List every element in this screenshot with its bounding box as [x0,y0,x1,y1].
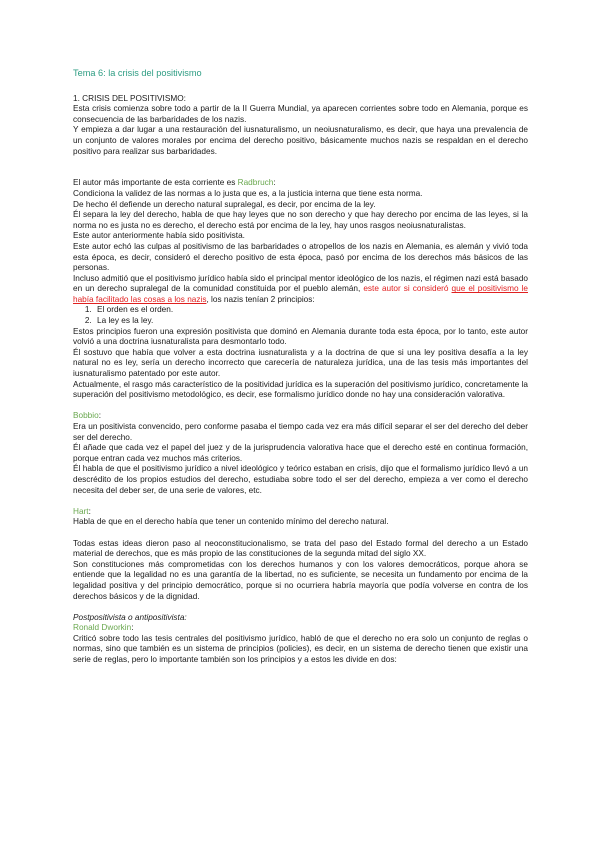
paragraph [73,411,528,422]
section-hart [73,507,528,528]
text-run: : [88,506,91,516]
paragraph [73,274,528,306]
paragraph: Todas estas ideas dieron paso al neoconstitucionalismo, se trata del paso del Estado formal del derecho a un Estado material de derechos, que es más propio de las constituciones de la segunda mitad del siglo XX. [73,538,528,559]
paragraph: Él sostuvo que había que volver a esta doctrina iusnaturalista y a la doctrina de que si una ley positiva desafía a la ley natural no es ley, sería un derecho incorrecto que carecería de naturaleza jurídica, una de las tesis más importantes del iusnaturalismo patentado por este autor. [73,347,528,379]
paragraph: Estos principios fueron una expresión positivista que dominó en Alemania durante toda esta época, por lo tanto, este autor volvió a una doctrina iusnaturalista para desmontarlo todo. [73,326,528,347]
paragraph: Esta crisis comienza sobre todo a partir de la II Guerra Mundial, ya aparecen corrientes sobre todo en Alemania, porque es consecuencia de las barbaridades de los nazis. [73,104,528,124]
highlighted-text: este autor si consideró [363,284,452,294]
text-run: Incluso admitió que el positivismo jurídico había sido el principal mentor ideológico de los nazis, el régimen nazi está basado en un derecho supralegal de la comunidad constituida por el pueblo alemán, [73,273,528,294]
author-name-radbruch: Radbruch [237,178,274,188]
paragraph [73,507,528,518]
text-run: El autor más importante de esta corriente es [73,178,238,188]
highlighted-underlined-text: que el positivismo le había facilitado las cosas a los nazis [73,284,528,304]
paragraph: Era un positivista convencido, pero conforme pasaba el tiempo cada vez era más difícil separar el ser del derecho del deber ser del derecho. [73,422,528,442]
paragraph: Este autor anteriormente había sido positivista. [73,231,245,241]
section-heading: Postpositivista o antipositivista: [73,612,187,622]
paragraph: De hecho él defiende un derecho natural supralegal, es decir, por encima de la ley. [73,199,376,209]
section-postpositivista [73,613,528,666]
text-run: : [131,623,134,633]
paragraph: Son constituciones más comprometidas con los derechos humanos y con los valores democráticos, porque ahora se entiende que la legalidad no es una garantía de la libertad, no es suficiente, se necesita un fundamento por encima de la legalidad positiva y del principio democrático, porque si no ocurriera habría mayoría que podía volverse en contra de los derechos básicos y de la dignidad. [73,559,528,601]
list-item: 1. El orden es el orden. [94,305,528,316]
author-name-dworkin: Ronald Dworkin [73,623,132,633]
paragraph: Criticó sobre todo las tesis centrales del positivismo jurídico, habló de que el derecho no era solo un conjunto de reglas o normas, sino que también es un sistema de principios (policies), es decir, en un sistema de derecho tienen que existir una serie de reglas, pero lo importante también son los principios y a estos les divide en dos: [73,633,528,665]
paragraph: Él separa la ley del derecho, habla de que hay leyes que no son derecho y que hay derecho por encima de las leyes, si la norma no es justa no es derecho, el derecho está por encima de la ley, hay unos rasgos neoiusnaturalistas. [73,210,528,230]
section-neoconstitucionalismo [73,539,528,603]
text-run: : [98,411,101,421]
paragraph: Este autor echó las culpas al positivismo de las barbaridades o atropellos de los nazis en Alemania, es alemán y vivió toda esta época, es decir, consideró el derecho positivo de esta época, pasó por encima de los derechos más básicos de las personas. [73,241,528,273]
paragraph [73,178,528,189]
section-radbruch [73,178,528,400]
section-heading: 1. CRISIS DEL POSITIVISMO: [73,93,186,103]
list-item: 2. La ley es la ley. [94,316,528,327]
paragraph: Él habla de que el positivismo jurídico a nivel ideológico y teórico estaban en crisis, dijo que el formalismo jurídico llevó a un descrédito de los propios estudios del derecho, estudiaba sobre todo el ser del derecho, empieza a ver como el derecho necesita del deber ser, de una serie de valores, etc. [73,464,528,495]
author-name-bobbio: Bobbio [73,411,99,421]
section-bobbio [73,411,528,496]
section-crisis [73,94,528,158]
principles-list [73,305,528,326]
paragraph: Y empieza a dar lugar a una restauración del iusnaturalismo, un neoiusnaturalismo, es decir, que haya una prevalencia de un conjunto de valores morales por encima del derecho positivo, básicamente muchos nazis se respaldan en el derecho positivo para realizar sus barbaridades. [73,125,528,156]
paragraph [73,623,528,634]
text-run: , los nazis tenían 2 principios: [206,294,315,304]
paragraph: Condiciona la validez de las normas a lo justa que es, a la justicia interna que tiene esta norma. [73,188,423,198]
paragraph: Actualmente, el rasgo más característico de la positividad jurídica es la superación del positivismo jurídico, concretamente la superación del positivismo metodológico, es decir, ese formalismo jurídico donde no hay una consideración valorativa. [73,379,528,400]
author-name-hart: Hart [73,506,89,516]
document-title: Tema 6: la crisis del positivismo [73,68,202,78]
paragraph: Habla de que en el derecho había que tener un contenido mínimo del derecho natural. [73,517,389,527]
paragraph: Él añade que cada vez el papel del juez y de la jurisprudencia valorativa hace que el derecho esté en continua formación, porque entran cada vez muchos más criterios. [73,443,528,463]
text-run: : [273,178,276,188]
